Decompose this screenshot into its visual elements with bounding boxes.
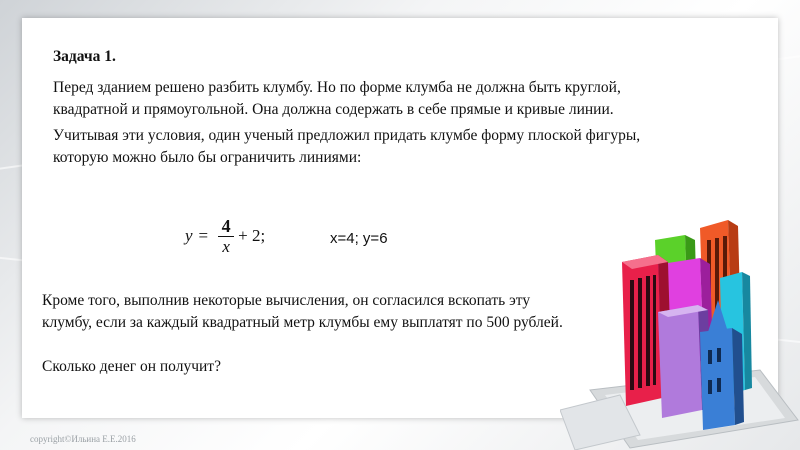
city-buildings-laptop-icon	[560, 220, 800, 450]
formula-numerator: 4	[221, 215, 231, 236]
boundary-conditions: x=4; y=6	[330, 230, 388, 247]
formula	[185, 212, 265, 260]
copyright-footer: copyright©Ильина Е.Е.2016	[30, 434, 136, 444]
formula-rest: + 2;	[238, 226, 266, 245]
formula-denominator: x	[222, 236, 230, 256]
formula-lhs: y	[185, 226, 193, 245]
formula-equals: =	[198, 226, 209, 245]
task-title: Задача 1.	[53, 48, 116, 65]
task-paragraph-1: Перед зданием решено разбить клумбу. Но по форме клумба не должна быть круглой, квадратной и прямоугольной. Она должна содержать в себе прямые и кривые линии.	[53, 79, 621, 118]
task-paragraph-2: Учитывая эти условия, один ученый предложил придать клумбе форму плоской фигуры, которую можно было бы ограничить линиями:	[53, 127, 641, 166]
task-question: Сколько денег он получит?	[42, 358, 221, 375]
task-paragraph-3: Кроме того, выполнив некоторые вычисления, он согласился вскопать эту клумбу, если за каждый квадратный метр клумбы ему выплатят по 500 рублей.	[42, 292, 563, 331]
formula-fraction	[218, 216, 234, 257]
